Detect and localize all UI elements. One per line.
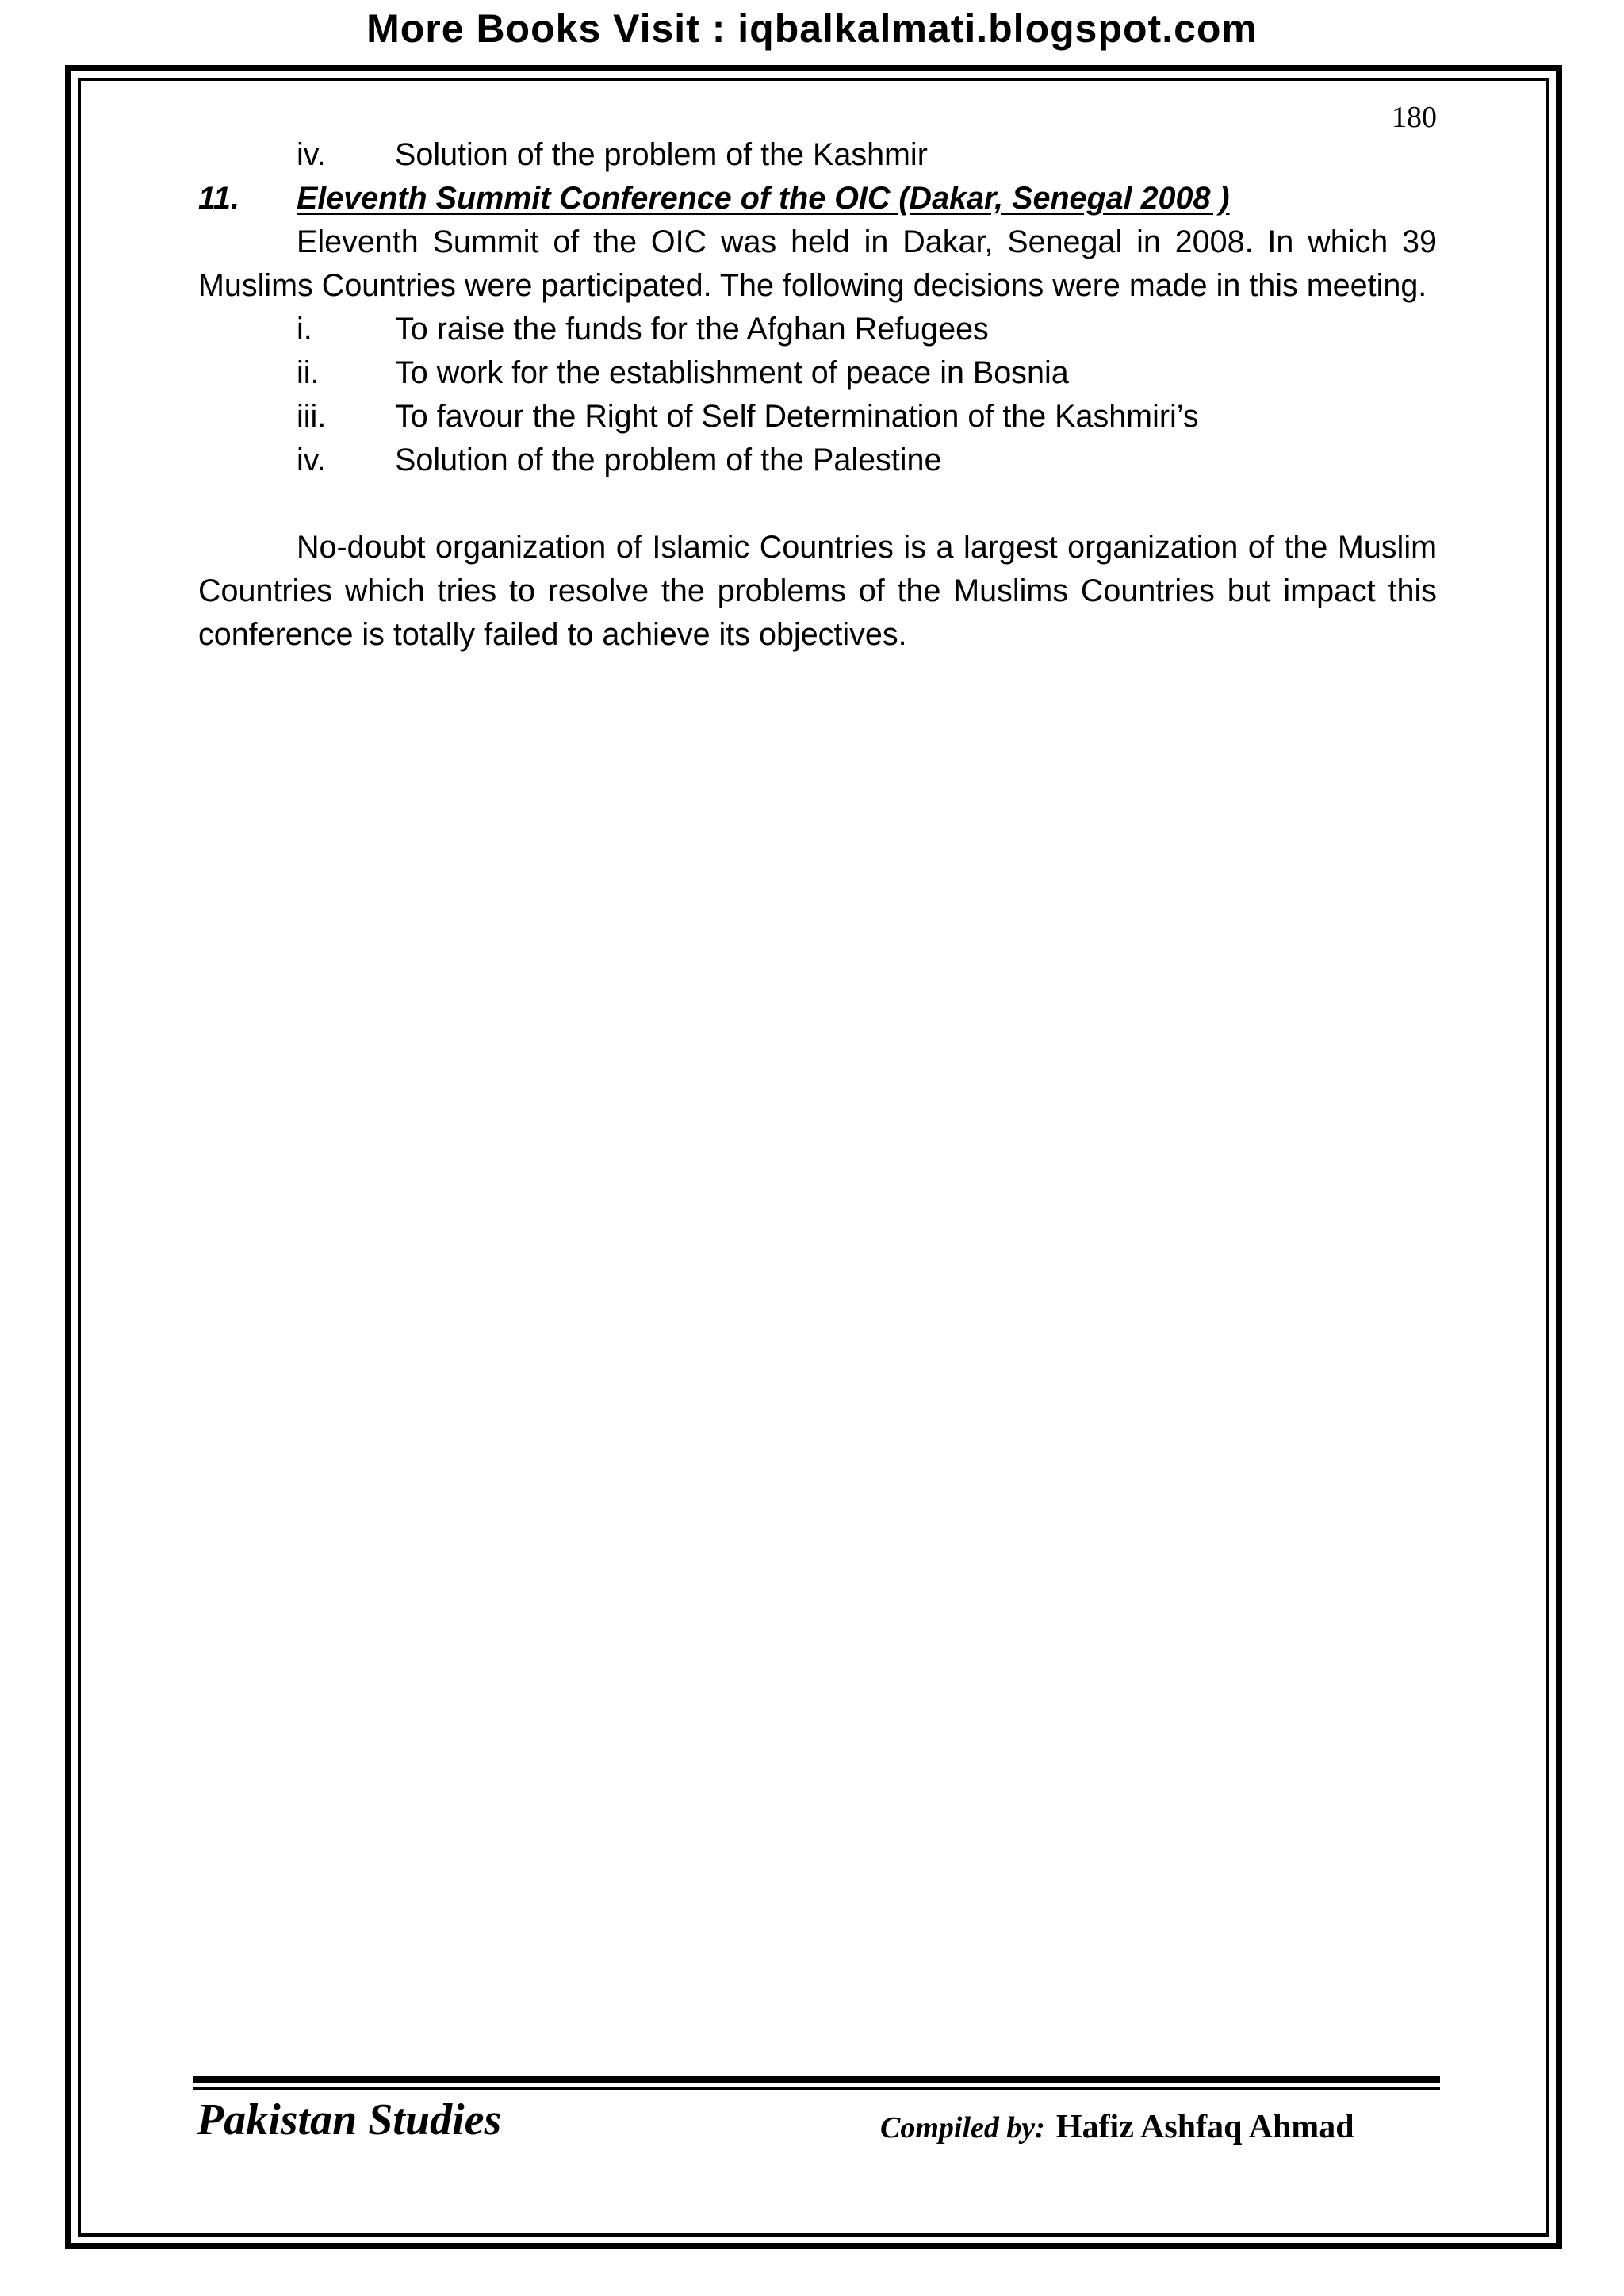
list-item	[198, 351, 1437, 395]
conclusion-paragraph: No-doubt organization of Islamic Countries is a largest organization of the Muslim Countries which tries to resolve the problems of the Muslims Countries but impact this conference is totally failed to achieve its objectives.	[198, 530, 1437, 652]
list-item	[198, 308, 1437, 351]
list-item-text: To work for the establishment of peace in Bosnia	[395, 355, 1069, 390]
credit-label: Compiled by:	[880, 2111, 1045, 2145]
footer-book-title: Pakistan Studies	[197, 2095, 502, 2145]
section-title: Eleventh Summit Conference of the OIC (Dakar, Senegal 2008 )	[297, 181, 1230, 216]
intro-paragraph: Eleventh Summit of the OIC was held in Dakar, Senegal in 2008. In which 39 Muslims Countries were participated. The following decisions were made in this meeting.	[198, 224, 1437, 303]
list-item-text: Solution of the problem of the Kashmir	[395, 137, 928, 172]
section-number: 11.	[198, 181, 239, 216]
list-item-number: iv.	[297, 443, 326, 477]
list-item	[198, 133, 1437, 177]
list-item-number: iv.	[297, 137, 326, 172]
section-heading	[198, 177, 1437, 220]
list-item-number: i.	[297, 312, 312, 347]
list-item-text: To favour the Right of Self Determination of the Kashmiri’s	[395, 399, 1199, 434]
paragraph-spacer	[198, 482, 1437, 526]
page-content	[198, 133, 1437, 657]
list-item	[198, 395, 1437, 439]
page-number: 180	[1392, 101, 1437, 134]
list-item-number: ii.	[297, 355, 320, 390]
footer-divider-thin	[193, 2087, 1440, 2090]
footer-credit	[880, 2105, 1354, 2156]
credit-name: Hafiz Ashfaq Ahmad	[1055, 2109, 1354, 2145]
site-banner: More Books Visit : iqbalkalmati.blogspot.com	[366, 6, 1258, 51]
footer-divider-thick	[193, 2076, 1440, 2083]
list-item	[198, 439, 1437, 482]
list-item-text: To raise the funds for the Afghan Refugees	[395, 312, 989, 347]
list-item-text: Solution of the problem of the Palestine	[395, 443, 942, 477]
list-item-number: iii.	[297, 399, 327, 434]
